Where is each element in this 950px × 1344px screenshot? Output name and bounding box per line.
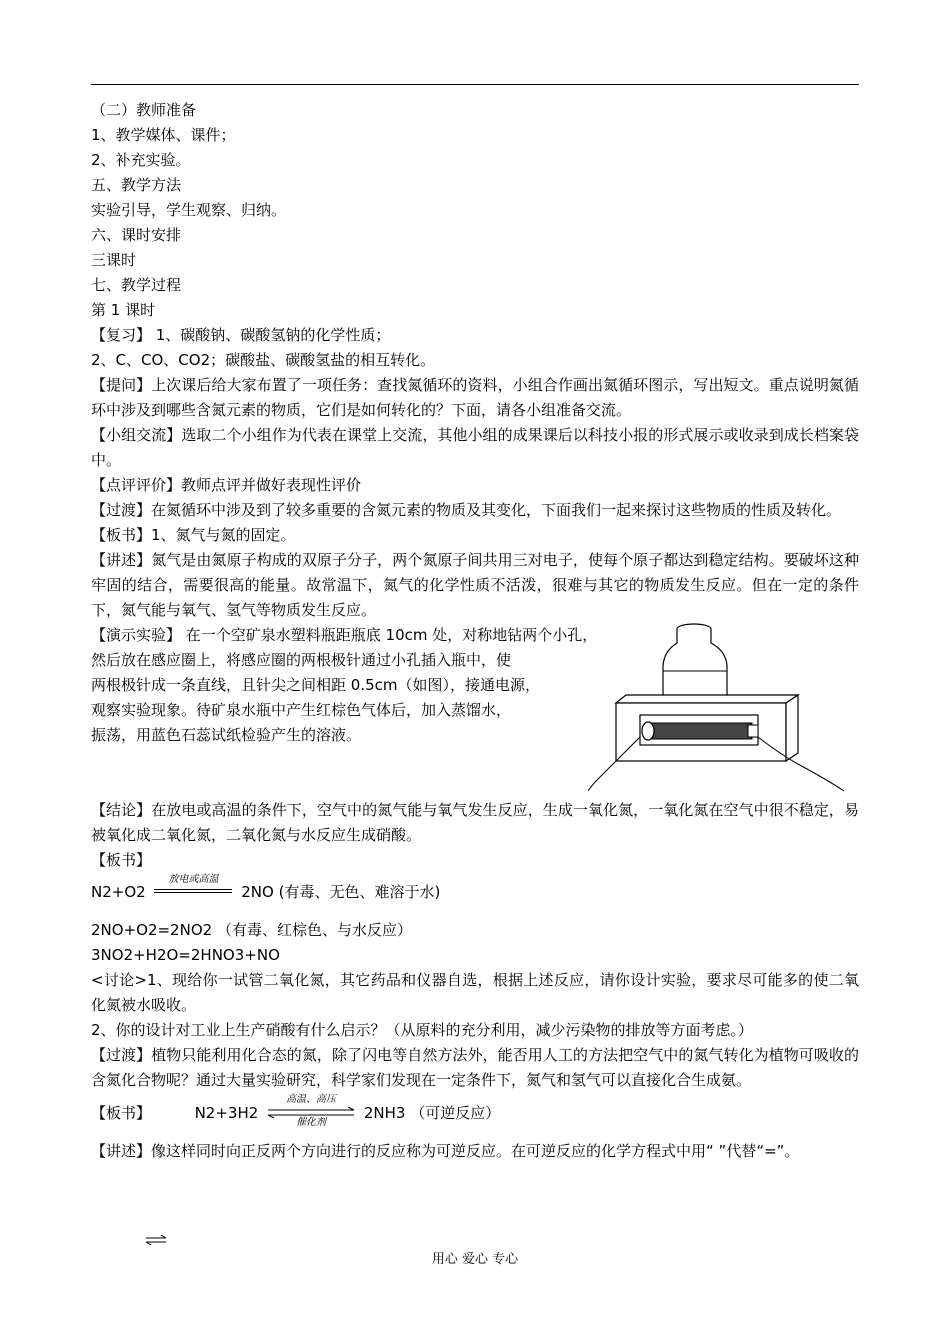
equation-1 <box>91 873 859 911</box>
text-line: 第 1 课时 <box>91 301 156 319</box>
demo-text <box>91 623 598 748</box>
text-line: 【板书】 <box>91 851 152 869</box>
text-line: （二）教师准备 <box>91 101 197 119</box>
eq4-products: 2NH3 （可逆反应） <box>363 1104 501 1122</box>
eq1-condition: 放电或高温 <box>168 873 219 885</box>
reversible-sign-icon <box>145 1235 167 1245</box>
header-rule <box>91 84 859 85</box>
text-line: 【点评评价】教师点评并做好表现性评价 <box>91 476 362 494</box>
equation-3: 3NO2+H2O=2HNO3+NO <box>91 946 280 964</box>
text-line: 观察实验现象。待矿泉水瓶中产生红棕色气体后，加入蒸馏水， <box>91 701 512 719</box>
text-line: 2、补充实验。 <box>91 151 191 169</box>
equation-2: 2NO+O2=2NO2 （有毒、红棕色、与水反应） <box>91 921 412 939</box>
eq1-products: 2NO (有毒、无色、难溶于水) <box>241 883 441 901</box>
eq1-bar <box>154 892 232 893</box>
equation-4 <box>91 1093 859 1133</box>
page-footer: 用心 爱心 专心 <box>431 1252 519 1267</box>
eq4-condition-top: 高温、高压 <box>286 1093 337 1105</box>
text-line: 【复习】 1、碳酸钠、碳酸氢钠的化学性质； <box>91 326 391 344</box>
text-line: 三课时 <box>91 251 137 269</box>
text-line: 实验引导，学生观察、归纳。 <box>91 201 287 219</box>
text-line: 2、你的设计对工业上生产硝酸有什么启示？（从原料的充分利用，减少污染物的排放等方面考虑。） <box>91 1021 754 1039</box>
eq4-condition-bottom: 催化剂 <box>296 1116 327 1128</box>
text-line: 两根极针成一条直线，且针尖之间相距 0.5cm（如图），接通电源， <box>91 676 540 694</box>
eq1-condition-arrow <box>154 873 232 908</box>
group-paragraph: 【小组交流】选取二个小组作为代表在课堂上交流，其他小组的成果课后以科技小报的形式展示或收录到成长档案袋中。 <box>91 426 859 469</box>
conclusion-paragraph: 【结论】在放电或高温的条件下，空气中的氮气能与氧气发生反应，生成一氧化氮，一氧化氮在空气中很不稳定，易被氧化成二氧化氮，二氧化氮与水反应生成硝酸。 <box>91 801 859 844</box>
text-line: 2、C、CO、CO2；碳酸盐、碳酸氢盐的相互转化。 <box>91 351 436 369</box>
eq4-reactants: N2+3H2 <box>194 1104 259 1122</box>
text-line: 1、教学媒体、课件； <box>91 126 236 144</box>
eq4-reversible-arrow <box>266 1093 356 1130</box>
demo-block <box>91 623 859 798</box>
document-body <box>91 98 859 1164</box>
text-line: 振荡，用蓝色石蕊试纸检验产生的溶液。 <box>91 726 362 744</box>
lecture-paragraph: 【讲述】像这样同时向正反两个方向进行的反应称为可逆反应。在可逆反应的化学方程式中用“ ”代替“=”。 <box>91 1142 800 1160</box>
eq4-label: 【板书】 <box>91 1104 152 1122</box>
apparatus-figure <box>586 621 846 793</box>
text-line: 【板书】1、氮气与氮的固定。 <box>91 526 296 544</box>
question-paragraph: 【提问】上次课后给大家布置了一项任务：查找氮循环的资料，小组合作画出氮循环图示，写出短文。重点说明氮循环中涉及到哪些含氮元素的物质，它们是如何转化的？下面，请各小组准备交流。 <box>91 376 859 419</box>
discussion-paragraph: <讨论>1、现给你一试管二氧化氮，其它药品和仪器自选，根据上述反应，请你设计实验，要求尽可能多的使二氧化氮被水吸收。 <box>91 971 859 1014</box>
text-line: 【演示实验】 在一个空矿泉水塑料瓶距瓶底 10cm 处，对称地钻两个小孔， <box>91 626 598 644</box>
transition-paragraph: 【过渡】在氮循环中涉及到了较多重要的含氮元素的物质及其变化，下面我们一起来探讨这些物质的性质及转化。 <box>91 501 842 519</box>
section-heading: 七、教学过程 <box>91 276 182 294</box>
section-heading: 六、课时安排 <box>91 226 182 244</box>
section-heading: 五、教学方法 <box>91 176 182 194</box>
lecture-paragraph: 【讲述】氮气是由氮原子构成的双原子分子，两个氮原子间共用三对电子，使每个原子都达到稳定结构。要破坏这种牢固的结合，需要很高的能量。故常温下，氮气的化学性质不活泼，很难与其它的物质发生反应。但在一定的条件下，氮气能与氧气、氢气等物质发生反应。 <box>91 551 859 619</box>
transition-paragraph: 【过渡】植物只能利用化合态的氮，除了闪电等自然方法外，能否用人工的方法把空气中的氮气转化为植物可吸收的含氮化合物呢？通过大量实验研究，科学家们发现在一定条件下，氮气和氢气可以直接化合生成氨。 <box>91 1046 859 1089</box>
eq1-reactants: N2+O2 <box>91 883 146 901</box>
eq1-bar <box>154 889 232 890</box>
text-line: 然后放在感应圈上，将感应圈的两根极针通过小孔插入瓶中，使 <box>91 651 512 669</box>
